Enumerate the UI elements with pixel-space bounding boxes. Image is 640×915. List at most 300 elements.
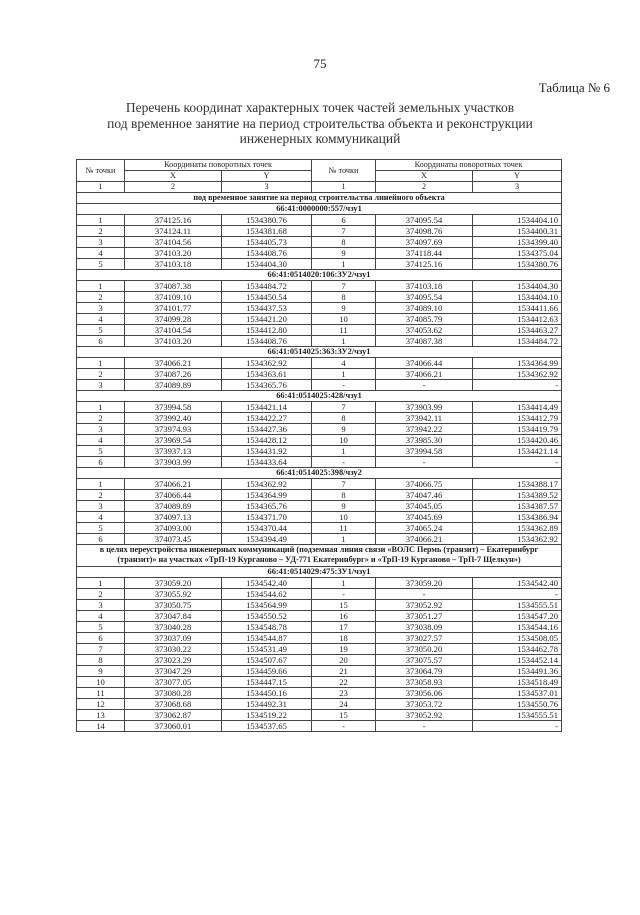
table-row xyxy=(77,610,562,621)
table-row xyxy=(77,237,562,248)
point-number: 1 xyxy=(77,215,125,226)
point-number: 6 xyxy=(77,336,125,347)
point-number: 8 xyxy=(77,654,125,665)
y-coordinate: 1534555.51 xyxy=(473,709,562,720)
x-coordinate: 374053.62 xyxy=(376,325,473,336)
y-coordinate: 1534386.94 xyxy=(473,512,562,523)
x-coordinate: 373030.22 xyxy=(125,643,222,654)
y-coordinate: 1534542.40 xyxy=(222,577,312,588)
table-row xyxy=(77,325,562,336)
x-coordinate: 373060.01 xyxy=(125,720,222,731)
point-number: 1 xyxy=(77,402,125,413)
y-coordinate: 1534408.76 xyxy=(222,336,312,347)
y-coordinate: 1534427.36 xyxy=(222,424,312,435)
point-number: 4 xyxy=(77,248,125,259)
column-number: 2 xyxy=(376,182,473,193)
point-number: 4 xyxy=(77,314,125,325)
point-number: 4 xyxy=(312,358,376,369)
point-number: 12 xyxy=(77,698,125,709)
x-coordinate: 374073.45 xyxy=(125,534,222,545)
table-row xyxy=(77,380,562,391)
page-number: 75 xyxy=(313,56,327,71)
table-row xyxy=(77,424,562,435)
y-coordinate: 1534484.72 xyxy=(473,336,562,347)
table-row xyxy=(77,215,562,226)
point-number: 7 xyxy=(312,281,376,292)
table-row xyxy=(77,687,562,698)
x-coordinate: 373056.06 xyxy=(376,687,473,698)
x-coordinate: 374125.16 xyxy=(125,215,222,226)
y-coordinate: 1534437.53 xyxy=(222,303,312,314)
x-coordinate: 373047.84 xyxy=(125,610,222,621)
y-coordinate: 1534421.20 xyxy=(222,314,312,325)
point-number: 18 xyxy=(312,632,376,643)
column-number: 3 xyxy=(473,182,562,193)
column-number: 1 xyxy=(312,182,376,193)
point-number: 1 xyxy=(312,446,376,457)
x-coordinate: 373038.09 xyxy=(376,621,473,632)
x-coordinate: 374103.20 xyxy=(125,248,222,259)
x-coordinate: 373937.13 xyxy=(125,446,222,457)
point-number: 1 xyxy=(312,336,376,347)
x-coordinate: 373903.99 xyxy=(125,457,222,468)
x-coordinate: 373969.54 xyxy=(125,435,222,446)
parcel-row xyxy=(77,270,562,281)
y-coordinate: 1534544.87 xyxy=(222,632,312,643)
x-coordinate: 374089.89 xyxy=(125,501,222,512)
x-coordinate: 374087.38 xyxy=(125,281,222,292)
point-number: 13 xyxy=(77,709,125,720)
y-coordinate: 1534459.66 xyxy=(222,665,312,676)
table-row xyxy=(77,523,562,534)
y-coordinate: 1534411.66 xyxy=(473,303,562,314)
table-row xyxy=(77,665,562,676)
y-coordinate: 1534380.76 xyxy=(473,259,562,270)
point-number: 2 xyxy=(77,369,125,380)
y-coordinate: 1534408.76 xyxy=(222,248,312,259)
x-coordinate: 374093.00 xyxy=(125,523,222,534)
point-number: 20 xyxy=(312,654,376,665)
point-number: 1 xyxy=(312,369,376,380)
table-row xyxy=(77,632,562,643)
x-coordinate: 373023.29 xyxy=(125,654,222,665)
x-coordinate: 374066.44 xyxy=(376,358,473,369)
x-coordinate: - xyxy=(376,588,473,599)
table-row xyxy=(77,512,562,523)
y-coordinate: 1534421.14 xyxy=(473,446,562,457)
x-coordinate: - xyxy=(376,380,473,391)
point-number: 9 xyxy=(312,248,376,259)
x-coordinate: 373059.20 xyxy=(125,577,222,588)
table-row xyxy=(77,599,562,610)
y-coordinate: 1534400.31 xyxy=(473,226,562,237)
point-number: 1 xyxy=(77,479,125,490)
table-row xyxy=(77,457,562,468)
point-number: 10 xyxy=(77,676,125,687)
table-row xyxy=(77,314,562,325)
x-coordinate: 373064.79 xyxy=(376,665,473,676)
y-coordinate: 1534362.89 xyxy=(473,523,562,534)
parcel-cadastral-number: 66:41:0514025:428/чзу1 xyxy=(77,391,562,402)
x-coordinate: 374066.21 xyxy=(125,479,222,490)
y-coordinate: 1534421.14 xyxy=(222,402,312,413)
x-coordinate: 373077.05 xyxy=(125,676,222,687)
x-coordinate: 374104.54 xyxy=(125,325,222,336)
y-coordinate: 1534518.49 xyxy=(473,676,562,687)
coords-header: Координаты поворотных точек xyxy=(376,160,562,171)
point-number: 2 xyxy=(77,226,125,237)
table-row xyxy=(77,534,562,545)
point-number: 5 xyxy=(77,523,125,534)
point-number: 6 xyxy=(77,632,125,643)
point-number: 2 xyxy=(77,413,125,424)
y-coordinate: 1534447.15 xyxy=(222,676,312,687)
parcel-cadastral-number: 66:41:0514029:475:ЗУ1/чзу1 xyxy=(77,566,562,577)
point-number: 19 xyxy=(312,643,376,654)
x-coordinate: 374109.10 xyxy=(125,292,222,303)
y-coordinate: 1534544.62 xyxy=(222,588,312,599)
point-number: 9 xyxy=(77,665,125,676)
x-coordinate: 373053.72 xyxy=(376,698,473,709)
point-number: 5 xyxy=(77,446,125,457)
y-coordinate: 1534362.92 xyxy=(473,534,562,545)
coordinates-table xyxy=(76,159,562,732)
x-coordinate: 374103.18 xyxy=(376,281,473,292)
x-coordinate: 373080.28 xyxy=(125,687,222,698)
x-coordinate: 374065.24 xyxy=(376,523,473,534)
y-coordinate: 1534431.92 xyxy=(222,446,312,457)
x-coordinate: 374103.18 xyxy=(125,259,222,270)
table-row xyxy=(77,479,562,490)
y-coordinate: 1534433.64 xyxy=(222,457,312,468)
x-coordinate: 373050.75 xyxy=(125,599,222,610)
x-coordinate: 374097.13 xyxy=(125,512,222,523)
table-row xyxy=(77,654,562,665)
x-coordinate: 374066.44 xyxy=(125,490,222,501)
x-coordinate: 374066.75 xyxy=(376,479,473,490)
point-number: 7 xyxy=(77,643,125,654)
y-coordinate: - xyxy=(473,380,562,391)
x-coordinate: 373068.68 xyxy=(125,698,222,709)
x-coordinate: 373985.30 xyxy=(376,435,473,446)
point-number: 21 xyxy=(312,665,376,676)
table-body xyxy=(77,193,562,732)
x-coordinate: - xyxy=(376,457,473,468)
table-row xyxy=(77,490,562,501)
x-coordinate: 373903.99 xyxy=(376,402,473,413)
x-coordinate: 373942.11 xyxy=(376,413,473,424)
y-coordinate: 1534519.22 xyxy=(222,709,312,720)
x-coordinate: 374045.69 xyxy=(376,512,473,523)
x-header: X xyxy=(125,171,222,182)
parcel-row xyxy=(77,391,562,402)
column-number: 3 xyxy=(222,182,312,193)
column-number-row xyxy=(77,182,562,193)
y-header: Y xyxy=(222,171,312,182)
table-row xyxy=(77,588,562,599)
x-coordinate: 373050.20 xyxy=(376,643,473,654)
table-row xyxy=(77,446,562,457)
point-number: 10 xyxy=(312,435,376,446)
x-coordinate: 373027.57 xyxy=(376,632,473,643)
point-number: 4 xyxy=(77,435,125,446)
column-number: 2 xyxy=(125,182,222,193)
y-coordinate: 1534507.67 xyxy=(222,654,312,665)
point-number: 2 xyxy=(77,490,125,501)
point-number: 8 xyxy=(312,237,376,248)
y-coordinate: 1534375.04 xyxy=(473,248,562,259)
y-coordinate: - xyxy=(473,588,562,599)
y-coordinate: 1534550.76 xyxy=(473,698,562,709)
table-row xyxy=(77,259,562,270)
y-coordinate: 1534450.16 xyxy=(222,687,312,698)
y-coordinate: 1534542.40 xyxy=(473,577,562,588)
point-number: 1 xyxy=(77,281,125,292)
x-coordinate: 374118.44 xyxy=(376,248,473,259)
y-coordinate: 1534420.46 xyxy=(473,435,562,446)
section-row xyxy=(77,193,562,204)
y-coordinate: 1534364.99 xyxy=(473,358,562,369)
point-number: 6 xyxy=(77,457,125,468)
point-number: 8 xyxy=(312,413,376,424)
y-coordinate: 1534381.68 xyxy=(222,226,312,237)
point-number: 3 xyxy=(77,424,125,435)
y-coordinate: 1534484.72 xyxy=(222,281,312,292)
point-number: - xyxy=(312,720,376,731)
y-coordinate: 1534412.80 xyxy=(222,325,312,336)
y-header: Y xyxy=(473,171,562,182)
table-row xyxy=(77,709,562,720)
x-coordinate: 374101.77 xyxy=(125,303,222,314)
x-coordinate: 374047.46 xyxy=(376,490,473,501)
x-coordinate: 373047.29 xyxy=(125,665,222,676)
table-row xyxy=(77,435,562,446)
table-row xyxy=(77,577,562,588)
parcel-cadastral-number: 66:41:0514020:106:ЗУ2/чзу1 xyxy=(77,270,562,281)
y-coordinate: 1534404.30 xyxy=(473,281,562,292)
y-coordinate: 1534548.78 xyxy=(222,621,312,632)
table-row xyxy=(77,369,562,380)
section-row xyxy=(77,545,562,566)
point-number: 10 xyxy=(312,314,376,325)
point-number: 9 xyxy=(312,501,376,512)
y-coordinate: 1534412.79 xyxy=(473,413,562,424)
y-coordinate: 1534564.99 xyxy=(222,599,312,610)
point-number: 3 xyxy=(77,237,125,248)
x-coordinate: 374089.89 xyxy=(125,380,222,391)
x-coordinate: 374095.54 xyxy=(376,215,473,226)
point-number: - xyxy=(312,588,376,599)
parcel-cadastral-number: 66:41:0000000:557/чзу1 xyxy=(77,204,562,215)
point-number: 4 xyxy=(77,512,125,523)
point-number: 6 xyxy=(312,215,376,226)
y-coordinate: 1534537.65 xyxy=(222,720,312,731)
x-coordinate: 373062.87 xyxy=(125,709,222,720)
table-label: Таблица № 6 xyxy=(538,80,610,95)
point-number: 23 xyxy=(312,687,376,698)
y-coordinate: 1534555.51 xyxy=(473,599,562,610)
y-coordinate: 1534389.52 xyxy=(473,490,562,501)
point-number: 17 xyxy=(312,621,376,632)
y-coordinate: 1534547.20 xyxy=(473,610,562,621)
x-coordinate: 374103.20 xyxy=(125,336,222,347)
x-coordinate: 373052.92 xyxy=(376,709,473,720)
table-row xyxy=(77,720,562,731)
x-coordinate: 373994.58 xyxy=(376,446,473,457)
point-number: 5 xyxy=(77,325,125,336)
x-coordinate: 373055.92 xyxy=(125,588,222,599)
y-coordinate: 1534362.92 xyxy=(222,358,312,369)
table-row xyxy=(77,402,562,413)
y-coordinate: 1534412.63 xyxy=(473,314,562,325)
point-number: 8 xyxy=(312,292,376,303)
x-coordinate: 374066.21 xyxy=(376,534,473,545)
point-number: 11 xyxy=(77,687,125,698)
section-title: в целях переустройства инженерных коммуникаций (подземная линия связи «ВОЛС Пермь (транзит) – Екатеринбург (транзит)» на участках «ТрП-19 Курганово – УД-771 Екатеринбург» и «ТрП-19 Курганово – ТрП-7 Щелкун») xyxy=(77,545,562,566)
point-number: 4 xyxy=(77,610,125,621)
point-number: - xyxy=(312,457,376,468)
table-row xyxy=(77,413,562,424)
point-number: - xyxy=(312,380,376,391)
point-number: 9 xyxy=(312,303,376,314)
point-number: 7 xyxy=(312,226,376,237)
parcel-cadastral-number: 66:41:0514025:363:ЗУ2/чзу1 xyxy=(77,347,562,358)
heading-line: под временное занятие на период строительства объекта и реконструкции xyxy=(107,115,533,131)
x-coordinate: 374045.05 xyxy=(376,501,473,512)
point-number: 2 xyxy=(77,588,125,599)
y-coordinate: 1534362.92 xyxy=(222,479,312,490)
point-number: 1 xyxy=(312,577,376,588)
y-coordinate: 1534365.76 xyxy=(222,380,312,391)
x-coordinate: 374095.54 xyxy=(376,292,473,303)
point-number: 5 xyxy=(77,621,125,632)
y-coordinate: 1534362.92 xyxy=(473,369,562,380)
point-number-header: № точки xyxy=(312,160,376,182)
header-row xyxy=(77,160,562,171)
y-coordinate: 1534387.57 xyxy=(473,501,562,512)
y-coordinate: 1534388.17 xyxy=(473,479,562,490)
x-coordinate: 373052.92 xyxy=(376,599,473,610)
y-coordinate: 1534404.30 xyxy=(222,259,312,270)
point-number: 1 xyxy=(77,577,125,588)
point-number: 6 xyxy=(77,534,125,545)
point-number: 7 xyxy=(312,402,376,413)
x-coordinate: 374099.28 xyxy=(125,314,222,325)
y-coordinate: 1534452.14 xyxy=(473,654,562,665)
parcel-row xyxy=(77,204,562,215)
y-coordinate: 1534508.05 xyxy=(473,632,562,643)
parcel-row xyxy=(77,468,562,479)
x-coordinate: 374089.10 xyxy=(376,303,473,314)
y-coordinate: 1534404.10 xyxy=(473,215,562,226)
point-number: 3 xyxy=(77,501,125,512)
y-coordinate: 1534450.54 xyxy=(222,292,312,303)
y-coordinate: 1534491.36 xyxy=(473,665,562,676)
x-coordinate: 373059.20 xyxy=(376,577,473,588)
y-coordinate: 1534404.10 xyxy=(473,292,562,303)
y-coordinate: 1534550.52 xyxy=(222,610,312,621)
table-row xyxy=(77,643,562,654)
y-coordinate: 1534419.79 xyxy=(473,424,562,435)
point-number: 2 xyxy=(77,292,125,303)
x-coordinate: 374124.11 xyxy=(125,226,222,237)
x-coordinate: 374125.16 xyxy=(376,259,473,270)
x-coordinate: 373974.93 xyxy=(125,424,222,435)
y-coordinate: 1534428.12 xyxy=(222,435,312,446)
table-heading xyxy=(60,100,580,147)
point-number: 5 xyxy=(77,259,125,270)
x-coordinate: 373992.40 xyxy=(125,413,222,424)
y-coordinate: 1534364.99 xyxy=(222,490,312,501)
point-number: 16 xyxy=(312,610,376,621)
x-coordinate: 373075.57 xyxy=(376,654,473,665)
table-row xyxy=(77,358,562,369)
y-coordinate: 1534394.49 xyxy=(222,534,312,545)
point-number: 14 xyxy=(77,720,125,731)
coords-header: Координаты поворотных точек xyxy=(125,160,312,171)
x-coordinate: 374066.21 xyxy=(376,369,473,380)
point-number: 3 xyxy=(77,599,125,610)
y-coordinate: 1534371.70 xyxy=(222,512,312,523)
x-coordinate: 374087.38 xyxy=(376,336,473,347)
point-number: 10 xyxy=(312,512,376,523)
point-number: 1 xyxy=(77,358,125,369)
x-coordinate: 373942.22 xyxy=(376,424,473,435)
y-coordinate: 1534363.61 xyxy=(222,369,312,380)
x-header: X xyxy=(376,171,473,182)
table-row xyxy=(77,303,562,314)
x-coordinate: 373040.28 xyxy=(125,621,222,632)
x-coordinate: 374087.26 xyxy=(125,369,222,380)
point-number: 22 xyxy=(312,676,376,687)
point-number: 3 xyxy=(77,380,125,391)
y-coordinate: 1534405.73 xyxy=(222,237,312,248)
x-coordinate: 373058.93 xyxy=(376,676,473,687)
y-coordinate: 1534531.49 xyxy=(222,643,312,654)
y-coordinate: 1534492.31 xyxy=(222,698,312,709)
point-number: 8 xyxy=(312,490,376,501)
y-coordinate: - xyxy=(473,720,562,731)
y-coordinate: 1534365.76 xyxy=(222,501,312,512)
heading-line: инженерных коммуникаций xyxy=(239,131,401,146)
y-coordinate: 1534380.76 xyxy=(222,215,312,226)
x-coordinate: 374085.79 xyxy=(376,314,473,325)
x-coordinate: 374066.21 xyxy=(125,358,222,369)
x-coordinate: 374097.69 xyxy=(376,237,473,248)
x-coordinate: - xyxy=(376,720,473,731)
x-coordinate: 374104.56 xyxy=(125,237,222,248)
x-coordinate: 373051.27 xyxy=(376,610,473,621)
table-row xyxy=(77,621,562,632)
table-row xyxy=(77,281,562,292)
y-coordinate: - xyxy=(473,457,562,468)
point-number: 15 xyxy=(312,709,376,720)
point-number: 24 xyxy=(312,698,376,709)
column-number: 1 xyxy=(77,182,125,193)
y-coordinate: 1534422.27 xyxy=(222,413,312,424)
y-coordinate: 1534463.27 xyxy=(473,325,562,336)
point-number: 9 xyxy=(312,424,376,435)
section-title: под временное занятие на период строительства линейного объекта xyxy=(77,193,562,204)
table-row xyxy=(77,501,562,512)
point-number-header: № точки xyxy=(77,160,125,182)
table-row xyxy=(77,292,562,303)
parcel-row xyxy=(77,566,562,577)
table-row xyxy=(77,226,562,237)
point-number: 1 xyxy=(312,534,376,545)
table-row xyxy=(77,248,562,259)
table-row xyxy=(77,336,562,347)
